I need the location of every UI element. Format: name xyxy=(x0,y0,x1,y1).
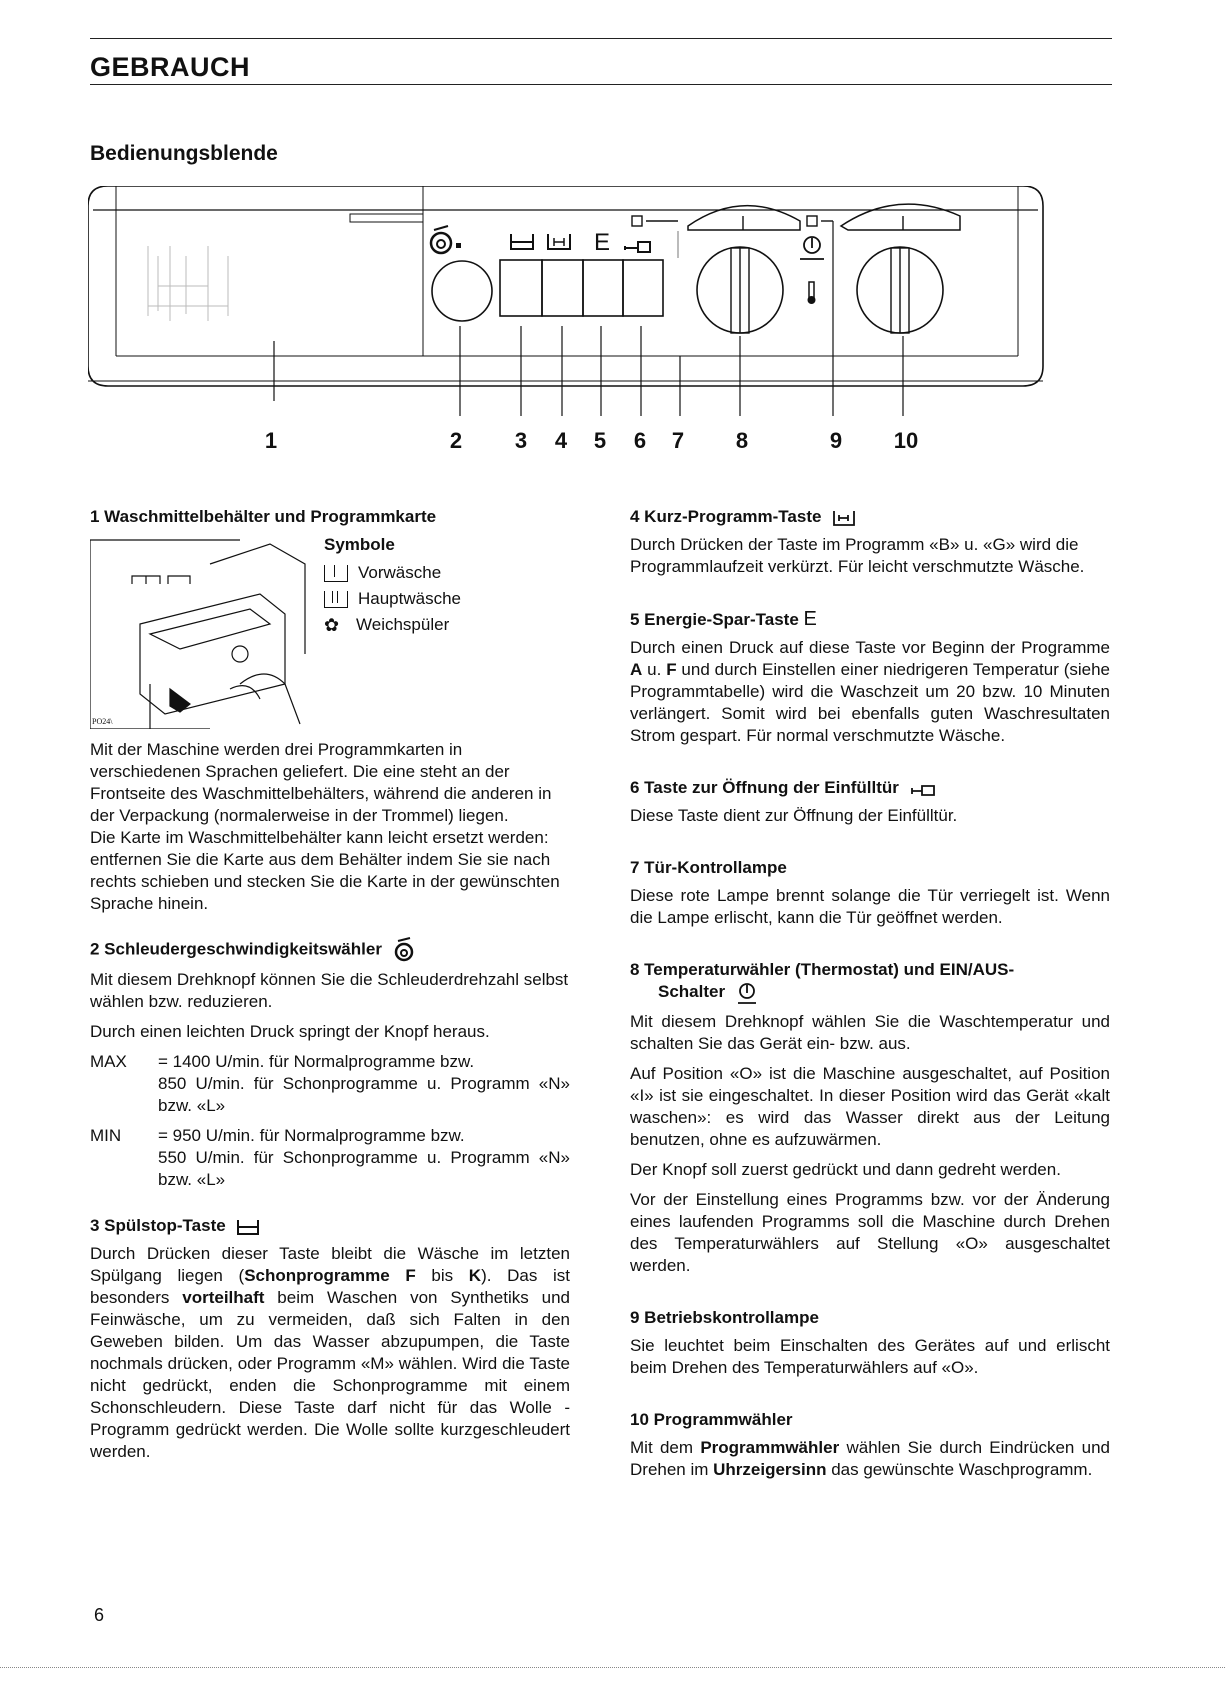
right-column xyxy=(630,506,1110,1511)
section-9-heading: 9 Betriebskontrollampe xyxy=(630,1308,819,1327)
section-2-para-1: Mit diesem Drehknopf können Sie die Schleuderdrehzahl selbst wählen bzw. reduzieren. xyxy=(90,970,569,1011)
section-1-heading: 1 Waschmittelbehälter und Programmkarte xyxy=(90,507,437,526)
section-10-para: Mit dem Programmwähler wählen Sie durch Eindrücken und Drehen im Uhrzeigersinn das gewünschte Waschprogramm. xyxy=(630,1438,1111,1479)
page-header-title: GEBRAUCH xyxy=(90,52,251,82)
symbol-prewash: Vorwäsche xyxy=(324,560,461,586)
program-indicator-window xyxy=(841,204,960,230)
max-speed-detail: 850 U/min. für Schonprogramme u. Programm «N» bzw. «L» xyxy=(158,1074,570,1115)
rinse-hold-icon xyxy=(511,234,533,249)
door-open-icon xyxy=(625,242,650,252)
thermometer-icon xyxy=(808,282,816,304)
min-speed-row: MIN = 950 U/min. für Normalprogramme bzw. xyxy=(90,1126,465,1145)
page-number: 6 xyxy=(94,1605,105,1625)
section-2-para-2: Durch einen leichten Druck springt der Knopf heraus. xyxy=(90,1022,490,1041)
section-1-para-1: Mit der Maschine werden drei Programmkarten in verschiedenen Sprachen geliefert. Die eine steht an der Frontseite des Waschmittelbehälters, während die anderen in der Verpackung (normalerweise in der Trommel) liegen. xyxy=(90,740,552,825)
section-7-para: Diese rote Lampe brennt solange die Tür verriegelt ist. Wenn die Lampe erlischt, kann die Tür geöffnet werden. xyxy=(630,886,1110,927)
section-8-para-2: Auf Position «O» ist die Maschine ausgeschaltet, auf Position «I» ist sie eingeschaltet. In dieser Position wird das Gerät «kalt waschen»: es wird das Wasser direkt aus der Leitung benutzen, ohne es aufzuwärmen. xyxy=(630,1064,1110,1149)
callout-9: 9 xyxy=(829,428,843,453)
callout-8: 8 xyxy=(735,428,749,453)
spin-icon xyxy=(393,937,415,963)
short-program-button xyxy=(542,260,583,316)
softener-icon: ✿ xyxy=(324,615,340,635)
section-2-heading: 2 Schleudergeschwindigkeitswähler xyxy=(90,937,570,963)
min-speed-detail: 550 U/min. für Schonprogramme u. Programm «N» bzw. «L» xyxy=(158,1148,570,1189)
section-8-para-3: Der Knopf soll zuerst gedrückt und dann gedreht werden. xyxy=(630,1160,1061,1179)
door-open-icon xyxy=(910,781,936,797)
energy-save-letter: E xyxy=(594,229,611,256)
section-4-para: Durch Drücken der Taste im Programm «B» u. «G» wird die Programmlaufzeit verkürzt. Für leicht verschmutzte Wäsche. xyxy=(630,535,1085,576)
header-underline xyxy=(90,84,1112,85)
section-7-heading: 7 Tür-Kontrollampe xyxy=(630,858,787,877)
spin-icon xyxy=(431,226,461,253)
door-lamp xyxy=(632,216,642,226)
section-5-heading: 5 Energie-Spar-Taste E xyxy=(630,608,817,630)
callout-7: 7 xyxy=(671,428,685,453)
callout-3: 3 xyxy=(514,428,528,453)
callout-6: 6 xyxy=(633,428,647,453)
section-3-heading: 3 Spülstop-Taste xyxy=(90,1215,570,1237)
symbols-title: Symbole xyxy=(324,535,395,554)
section-9-para: Sie leuchtet beim Einschalten des Gerätes auf und erlischt beim Drehen des Temperaturwählers auf «O». xyxy=(630,1336,1110,1377)
symbol-softener: ✿ Weichspüler xyxy=(324,615,450,635)
rinse-hold-button xyxy=(500,260,542,316)
energy-save-button xyxy=(583,260,623,316)
callout-10: 10 xyxy=(893,428,919,453)
top-rule xyxy=(90,38,1112,39)
section-8-para-1: Mit diesem Drehknopf wählen Sie die Waschtemperatur und schalten Sie das Gerät ein- bzw. aus. xyxy=(630,1012,1110,1053)
callout-5: 5 xyxy=(593,428,607,453)
callout-2: 2 xyxy=(449,428,463,453)
prewash-icon xyxy=(324,565,348,582)
footer-rule xyxy=(0,1667,1225,1668)
section-10-heading: 10 Programmwähler xyxy=(630,1410,793,1429)
section-8-para-4: Vor der Einstellung eines Programms bzw. vor der Änderung eines laufenden Programms soll die Maschine durch Drehen des Temperaturwählers auf Stellung «O» ausgeschaltet werden. xyxy=(630,1190,1110,1275)
mainwash-icon xyxy=(324,591,348,608)
section-1-para-2: Die Karte im Waschmittelbehälter kann leicht ersetzt werden: entfernen Sie die Karte aus dem Behälter indem Sie sie nach rechts schieben und stecken Sie die Karte in der gewünschten Sprache hinein. xyxy=(90,828,560,913)
left-column xyxy=(90,506,570,1493)
power-icon xyxy=(736,981,758,1005)
rinse-hold-icon xyxy=(236,1218,260,1236)
door-open-button xyxy=(623,260,663,316)
energy-save-icon: E xyxy=(803,608,817,630)
short-program-icon xyxy=(832,509,856,527)
temp-indicator-window xyxy=(688,206,800,230)
symbol-mainwash: Hauptwäsche xyxy=(324,586,461,612)
section-title: Bedienungsblende xyxy=(90,142,278,165)
section-6-para: Diese Taste dient zur Öffnung der Einfülltür. xyxy=(630,806,958,825)
callout-4: 4 xyxy=(554,428,568,453)
symbols-legend xyxy=(324,534,461,729)
section-4-heading: 4 Kurz-Programm-Taste xyxy=(630,506,1110,528)
max-speed-row: MAX = 1400 U/min. für Normalprogramme bzw. xyxy=(90,1052,475,1071)
figure-code: PO24\ xyxy=(92,717,113,726)
callout-1: 1 xyxy=(264,428,278,453)
section-5-para: Durch einen Druck auf diese Taste vor Beginn der Programme A u. F und durch Einstellen einer niedrigeren Temperatur (siehe Programmtabelle) wird die Waschzeit um 20 bzw. 10 Minuten verlängert. Somit wird bei ebenfalls guten Waschresultaten Strom gespart. Für normal verschmutzte Wäsche. xyxy=(630,638,1111,745)
power-icon xyxy=(800,237,824,259)
spin-selector-knob[interactable] xyxy=(432,261,492,321)
section-6-heading: 6 Taste zur Öffnung der Einfülltür xyxy=(630,777,1110,799)
section-8-heading: 8 Temperaturwähler (Thermostat) und EIN/AUS- Schalter xyxy=(630,959,1110,1005)
detergent-drawer-illustration xyxy=(90,534,310,729)
section-3-para: Durch Drücken dieser Taste bleibt die Wäsche im letzten Spülgang liegen (Schonprogramme F bis K). Das ist besonders vorteilhaft beim Waschen von Synthetiks und Feinwäsche, um zu vermeiden, daß sich Falten in den Geweben bilden. Um das Wasser abzupumpen, die Taste nochmals drücken, oder Programm «M» wählen. Wird die Taste nicht gedrückt, enden die Schonprogramme mit einem Schonschleudern. Diese Taste darf nicht für das Wolle - Programm gedrückt werden. Die Wolle sollte kurzgeschleudert werden. xyxy=(90,1244,570,1461)
pilot-lamp xyxy=(807,216,817,226)
control-panel-diagram xyxy=(88,186,1118,471)
